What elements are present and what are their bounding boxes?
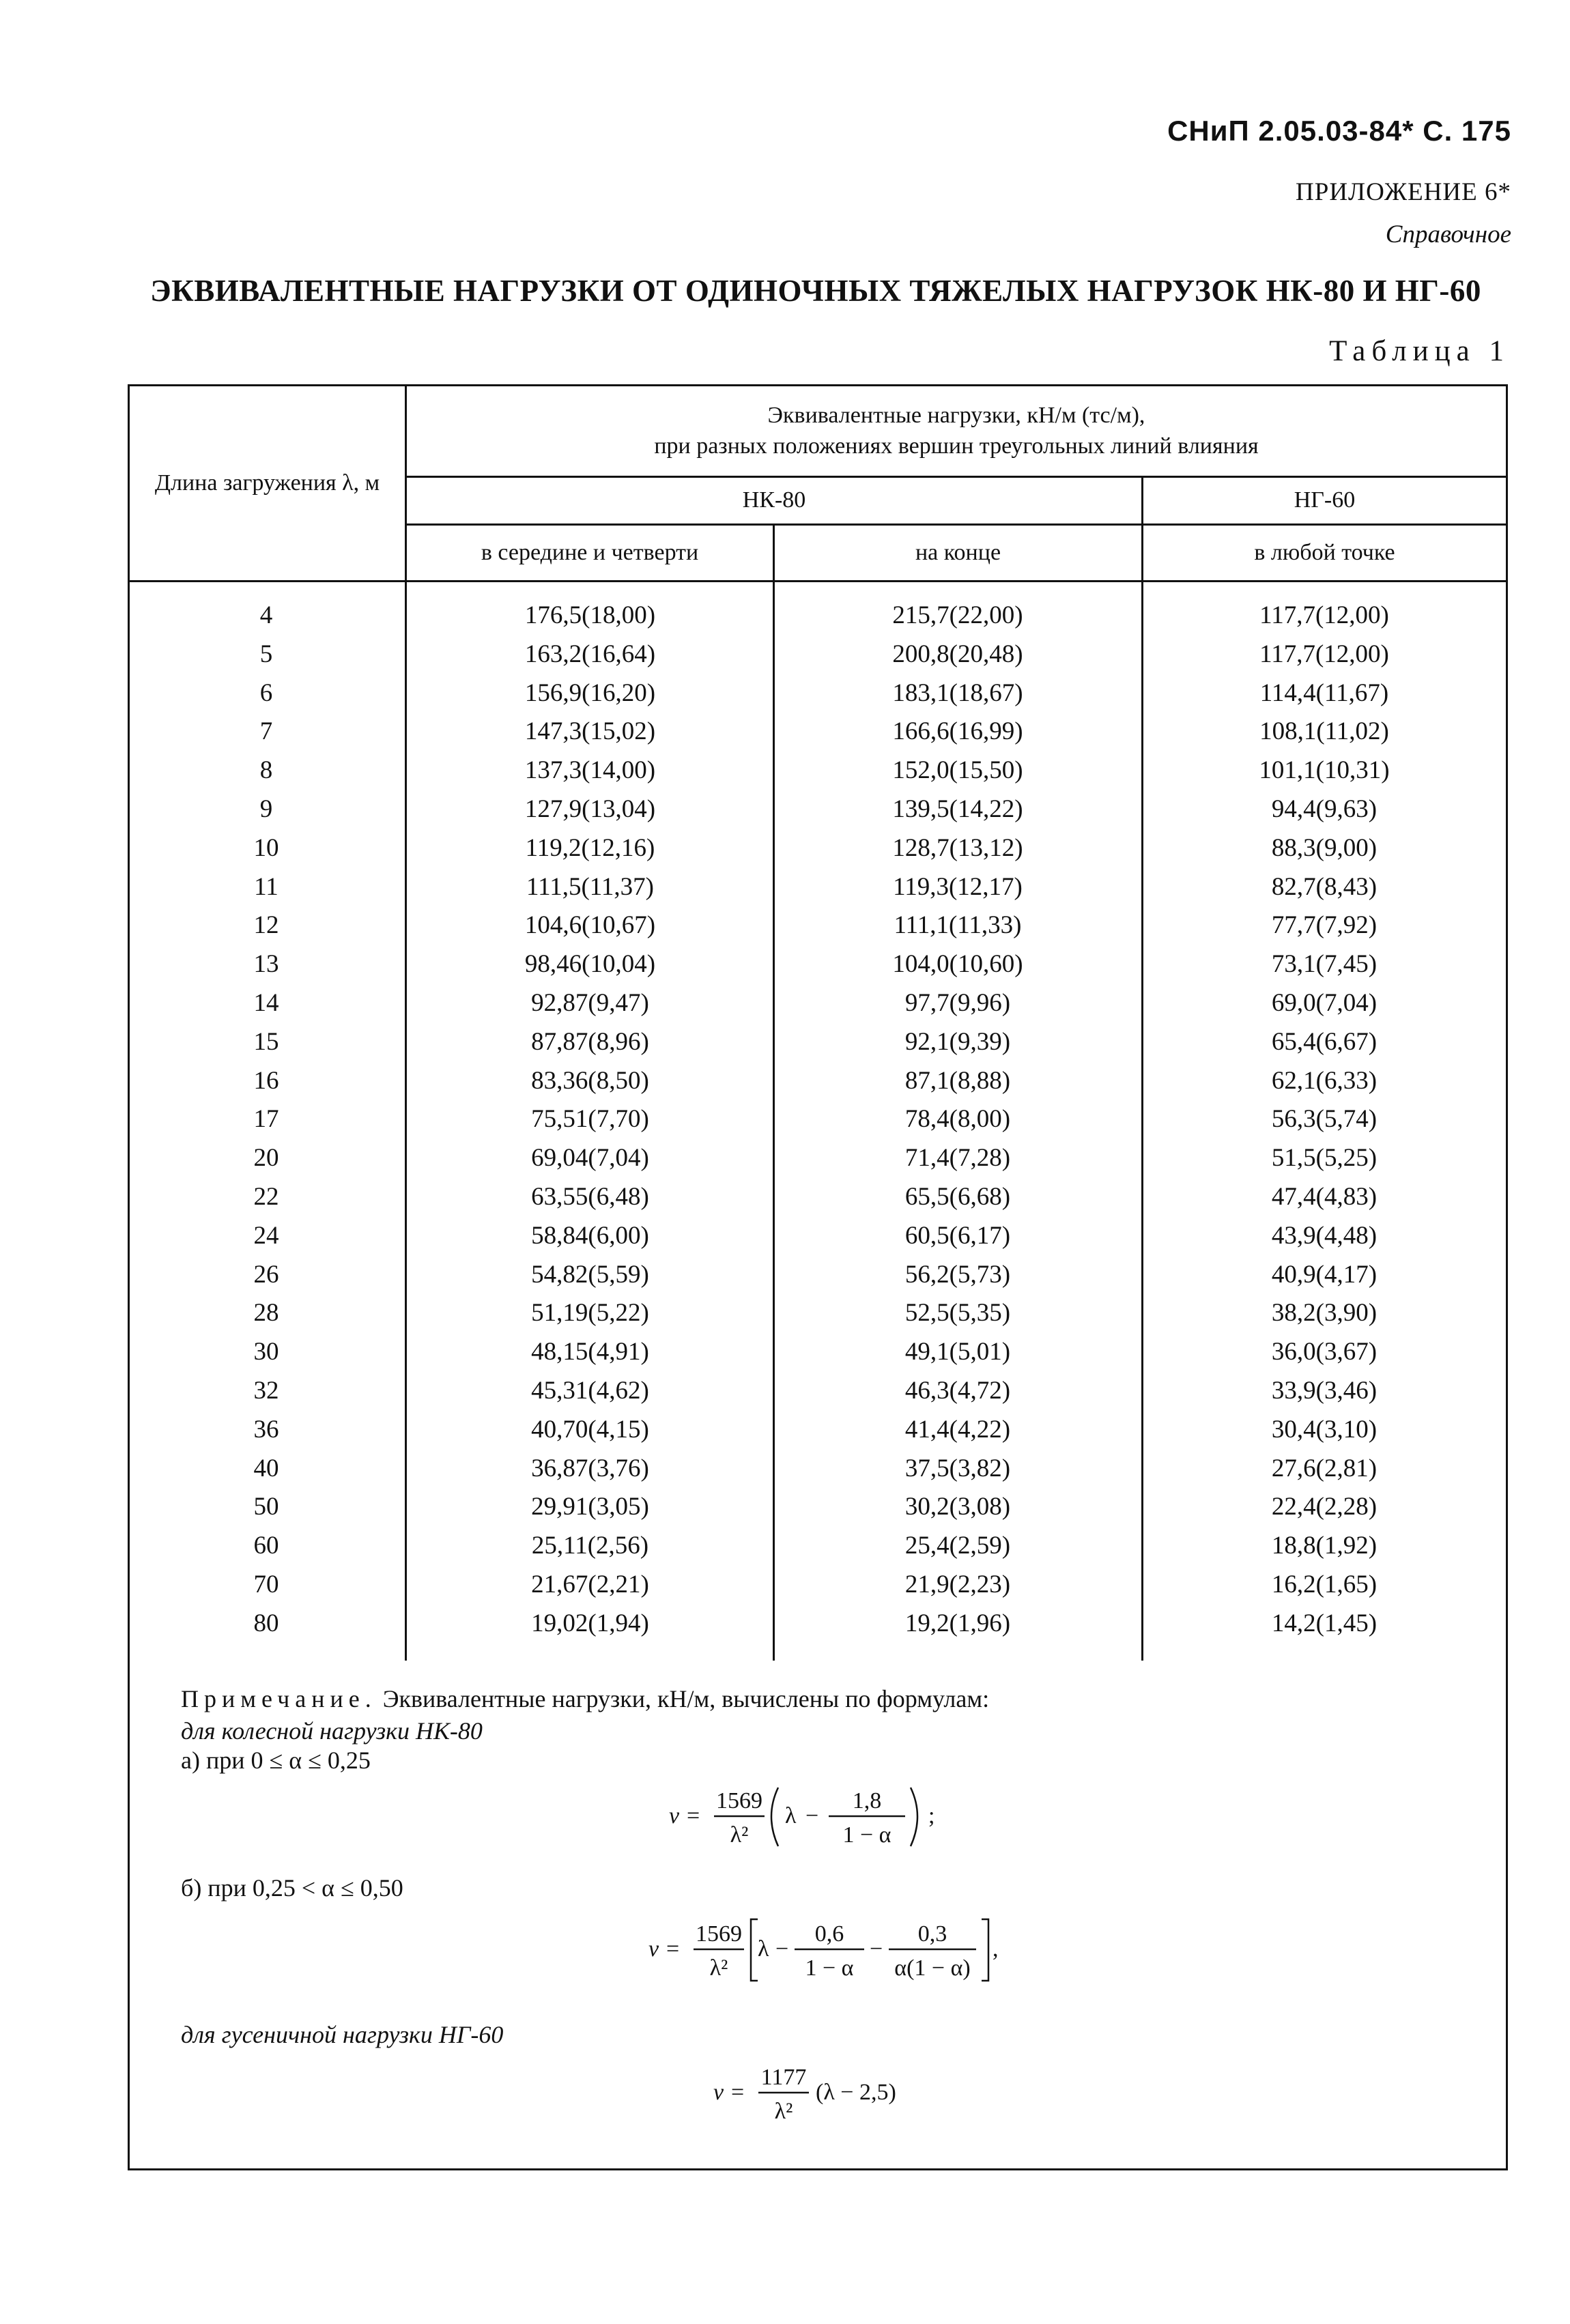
cell-ng60-any: 69,0(7,04) — [1271, 989, 1378, 1017]
cell-nk80-end: 60,5(6,17) — [904, 1221, 1011, 1250]
cell-nk80-middle: 92,87(9,47) — [531, 989, 649, 1017]
note-wheel-load: для колесной нагрузки НК-80 — [181, 1717, 483, 1745]
table-row — [130, 1371, 1506, 1409]
cell-length: 14 — [253, 989, 279, 1017]
cell-nk80-end: 152,0(15,50) — [892, 756, 1023, 785]
formula-comma: , — [993, 1936, 999, 1962]
cell-ng60-any: 43,9(4,48) — [1271, 1221, 1378, 1250]
cell-nk80-end: 65,5(6,68) — [904, 1183, 1011, 1211]
cell-length: 60 — [253, 1532, 279, 1560]
cell-nk80-middle: 87,87(8,96) — [531, 1027, 649, 1056]
formula-denominator: λ² — [709, 1955, 728, 1981]
table-row — [130, 1293, 1506, 1332]
appendix-label: ПРИЛОЖЕНИЕ 6* — [1296, 178, 1511, 206]
cell-length: 50 — [253, 1493, 279, 1521]
cell-length: 17 — [253, 1105, 279, 1134]
cell-nk80-end: 78,4(8,00) — [904, 1105, 1011, 1134]
cell-ng60-any: 65,4(6,67) — [1271, 1027, 1378, 1056]
cell-nk80-end: 37,5(3,82) — [904, 1454, 1011, 1482]
formula-coefficient: 1177 — [760, 2065, 807, 2090]
table-row — [130, 1138, 1506, 1177]
cell-nk80-end: 49,1(5,01) — [904, 1338, 1011, 1366]
col-header-nk80: НК-80 — [742, 487, 806, 513]
formula-equals: = — [731, 2080, 745, 2105]
cell-nk80-end: 166,6(16,99) — [892, 717, 1023, 746]
formula-minus: − — [775, 1936, 789, 1962]
cell-ng60-any: 101,1(10,31) — [1259, 756, 1390, 785]
cell-nk80-end: 87,1(8,88) — [904, 1066, 1011, 1095]
table-row — [130, 1061, 1506, 1100]
formula-minus: − — [870, 1936, 883, 1962]
cell-nk80-middle: 19,02(1,94) — [531, 1609, 649, 1637]
cell-length: 4 — [259, 601, 273, 629]
table-row — [130, 634, 1506, 673]
formula-lambda: λ — [785, 1803, 797, 1828]
cell-nk80-end: 21,9(2,23) — [904, 1570, 1011, 1598]
table-row — [130, 983, 1506, 1022]
note-case-b: б) при 0,25 < α ≤ 0,50 — [181, 1874, 403, 1902]
cell-length: 6 — [259, 678, 273, 707]
cell-ng60-any: 114,4(11,67) — [1259, 678, 1389, 707]
cell-length: 36 — [253, 1415, 279, 1444]
cell-ng60-any: 108,1(11,02) — [1259, 717, 1389, 746]
cell-length: 11 — [254, 872, 279, 901]
cell-nk80-end: 25,4(2,59) — [904, 1532, 1011, 1560]
cell-nk80-middle: 36,87(3,76) — [531, 1454, 649, 1482]
cell-nk80-end: 56,2(5,73) — [904, 1260, 1011, 1289]
cell-nk80-end: 41,4(4,22) — [904, 1415, 1011, 1444]
table-row — [130, 750, 1506, 789]
table-row — [130, 1525, 1506, 1564]
formula-equals: = — [666, 1936, 680, 1962]
col-subheader-any: в любой точке — [1254, 539, 1395, 565]
cell-nk80-middle: 98,46(10,04) — [524, 950, 656, 979]
cell-ng60-any: 82,7(8,43) — [1271, 872, 1378, 901]
cell-ng60-any: 88,3(9,00) — [1271, 833, 1378, 862]
cell-length: 28 — [253, 1299, 279, 1328]
cell-ng60-any: 51,5(5,25) — [1271, 1144, 1378, 1173]
cell-nk80-end: 52,5(5,35) — [904, 1299, 1011, 1328]
cell-nk80-end: 46,3(4,72) — [904, 1377, 1011, 1405]
col-header-length: Длина загружения λ, м — [154, 470, 380, 496]
cell-length: 30 — [253, 1338, 279, 1366]
cell-ng60-any: 40,9(4,17) — [1271, 1260, 1378, 1289]
formula-symbol: v — [669, 1803, 680, 1828]
table-row — [130, 867, 1506, 906]
table-row — [130, 789, 1506, 828]
cell-nk80-middle: 51,19(5,22) — [531, 1299, 649, 1328]
cell-nk80-end: 200,8(20,48) — [892, 640, 1023, 668]
table-row — [130, 905, 1506, 944]
cell-length: 5 — [259, 640, 273, 668]
header-bottom-line — [128, 580, 1508, 582]
cell-nk80-middle: 58,84(6,00) — [531, 1221, 649, 1250]
formula-numerator: 0,3 — [917, 1921, 947, 1947]
cell-length: 16 — [253, 1066, 279, 1095]
cell-nk80-end: 183,1(18,67) — [892, 678, 1023, 707]
cell-nk80-middle: 127,9(13,04) — [524, 795, 656, 823]
cell-length: 80 — [253, 1609, 279, 1637]
cell-ng60-any: 36,0(3,67) — [1271, 1338, 1378, 1366]
formula-numerator: 0,6 — [814, 1921, 844, 1947]
cell-nk80-end: 19,2(1,96) — [904, 1609, 1011, 1637]
cell-ng60-any: 14,2(1,45) — [1271, 1609, 1378, 1637]
page-title: ЭКВИВАЛЕНТНЫЕ НАГРУЗКИ ОТ ОДИНОЧНЫХ ТЯЖЕЛЫХ НАГРУЗОК НК-80 И НГ-60 — [150, 274, 1481, 308]
formula-symbol: v — [648, 1936, 659, 1962]
cell-nk80-end: 97,7(9,96) — [904, 989, 1011, 1017]
document-code: СНиП 2.05.03-84* С. 175 — [1167, 115, 1511, 147]
formula-lambda: λ — [758, 1936, 769, 1962]
cell-ng60-any: 27,6(2,81) — [1271, 1454, 1378, 1482]
cell-length: 22 — [253, 1183, 279, 1211]
formula-symbol: v — [713, 2080, 724, 2105]
note-case-a: а) при 0 ≤ α ≤ 0,25 — [181, 1747, 371, 1774]
cell-length: 7 — [259, 717, 273, 746]
cell-nk80-middle: 137,3(14,00) — [524, 756, 656, 785]
cell-nk80-end: 111,1(11,33) — [894, 911, 1022, 940]
cell-length: 9 — [259, 795, 273, 823]
formula-denominator: λ² — [774, 2099, 793, 2124]
cell-nk80-middle: 75,51(7,70) — [531, 1105, 649, 1134]
cell-ng60-any: 47,4(4,83) — [1271, 1183, 1378, 1211]
table-row — [130, 595, 1506, 634]
table-row — [130, 1409, 1506, 1448]
table-row — [130, 1216, 1506, 1254]
table-row — [130, 828, 1506, 867]
cell-length: 10 — [253, 833, 279, 862]
cell-ng60-any: 22,4(2,28) — [1271, 1493, 1378, 1521]
formula-a — [669, 1778, 956, 1853]
cell-length: 24 — [253, 1221, 279, 1250]
cell-ng60-any: 117,7(12,00) — [1259, 640, 1389, 668]
cell-ng60-any: 94,4(9,63) — [1271, 795, 1378, 823]
cell-nk80-end: 104,0(10,60) — [892, 950, 1023, 979]
table-row — [130, 1254, 1506, 1293]
col-subheader-middle: в середине и четверти — [481, 539, 699, 565]
cell-length: 70 — [253, 1570, 279, 1598]
formula-denominator: α(1 − α) — [894, 1955, 971, 1981]
note-text: Эквивалентные нагрузки, кН/м, вычислены по формулам: — [382, 1685, 990, 1712]
cell-ng60-any: 73,1(7,45) — [1271, 950, 1378, 979]
cell-nk80-middle: 40,70(4,15) — [531, 1415, 649, 1444]
note-label: Примечание. — [181, 1685, 377, 1712]
cell-length: 15 — [253, 1027, 279, 1056]
reference-label: Справочное — [1385, 220, 1511, 248]
table-row — [130, 1564, 1506, 1603]
cell-ng60-any: 33,9(3,46) — [1271, 1377, 1378, 1405]
cell-nk80-middle: 156,9(16,20) — [524, 678, 656, 707]
cell-nk80-middle: 83,36(8,50) — [531, 1066, 649, 1095]
cell-nk80-end: 71,4(7,28) — [904, 1144, 1011, 1173]
cell-nk80-middle: 69,04(7,04) — [531, 1144, 649, 1173]
formula-tail: (λ − 2,5) — [816, 2080, 896, 2105]
cell-nk80-middle: 25,11(2,56) — [531, 1532, 649, 1560]
col-header-ng60: НГ-60 — [1294, 487, 1356, 513]
cell-ng60-any: 38,2(3,90) — [1271, 1299, 1378, 1328]
cell-length: 20 — [253, 1144, 279, 1173]
formula-numerator: 1,8 — [852, 1788, 882, 1813]
cell-nk80-middle: 48,15(4,91) — [531, 1338, 649, 1366]
cell-length: 26 — [253, 1260, 279, 1289]
formula-coefficient: 1569 — [716, 1788, 762, 1813]
table-label: Таблица 1 — [1329, 335, 1510, 367]
cell-nk80-end: 30,2(3,08) — [904, 1493, 1011, 1521]
cell-nk80-middle: 163,2(16,64) — [524, 640, 656, 668]
cell-length: 8 — [259, 756, 273, 785]
formula-minus: − — [805, 1803, 819, 1828]
formula-denominator: 1 − α — [805, 1955, 854, 1981]
cell-ng60-any: 62,1(6,33) — [1271, 1066, 1378, 1095]
cell-nk80-middle: 29,91(3,05) — [531, 1493, 649, 1521]
cell-ng60-any: 117,7(12,00) — [1259, 601, 1389, 629]
formula-semicolon: ; — [928, 1803, 935, 1828]
cell-nk80-middle: 119,2(12,16) — [525, 833, 655, 862]
cell-nk80-end: 215,7(22,00) — [892, 601, 1023, 629]
cell-nk80-end: 139,5(14,22) — [892, 795, 1023, 823]
cell-nk80-middle: 45,31(4,62) — [531, 1377, 649, 1405]
cell-ng60-any: 16,2(1,65) — [1271, 1570, 1378, 1598]
note-line — [181, 1684, 989, 1713]
cell-length: 32 — [253, 1377, 279, 1405]
table-row — [130, 673, 1506, 712]
cell-length: 12 — [253, 911, 279, 940]
table-row — [130, 711, 1506, 750]
cell-nk80-end: 119,3(12,17) — [893, 872, 1023, 901]
table-row — [130, 1448, 1506, 1487]
table-row — [130, 1177, 1506, 1216]
cell-length: 13 — [253, 950, 279, 979]
formula-denominator: 1 − α — [842, 1822, 891, 1848]
formula-c — [713, 2054, 918, 2129]
cell-ng60-any: 30,4(3,10) — [1271, 1415, 1378, 1444]
table-row — [130, 1487, 1506, 1525]
cell-nk80-middle: 63,55(6,48) — [531, 1183, 649, 1211]
cell-nk80-middle: 54,82(5,59) — [531, 1260, 649, 1289]
note-track-load: для гусеничной нагрузки НГ-60 — [181, 2021, 504, 2048]
table-row — [130, 1099, 1506, 1138]
table-row — [130, 1332, 1506, 1371]
cell-ng60-any: 18,8(1,92) — [1271, 1532, 1378, 1560]
col-subheader-end: на конце — [915, 539, 1001, 565]
cell-ng60-any: 77,7(7,92) — [1271, 911, 1378, 940]
cell-nk80-end: 128,7(13,12) — [892, 833, 1023, 862]
cell-length: 40 — [253, 1454, 279, 1482]
cell-ng60-any: 56,3(5,74) — [1271, 1105, 1378, 1134]
cell-nk80-middle: 147,3(15,02) — [524, 717, 656, 746]
cell-nk80-middle: 176,5(18,00) — [524, 601, 656, 629]
formula-coefficient: 1569 — [696, 1921, 742, 1947]
table-row — [130, 944, 1506, 983]
cell-nk80-middle: 111,5(11,37) — [526, 872, 655, 901]
table-row — [130, 1603, 1506, 1642]
formula-equals: = — [687, 1803, 700, 1828]
col-header-group: Эквивалентные нагрузки, кН/м (тс/м), при разных положениях вершин треугольных линий влияния — [654, 403, 1259, 459]
formula-denominator: λ² — [730, 1822, 749, 1848]
table-row — [130, 1022, 1506, 1061]
formula-b — [648, 1911, 1003, 1990]
cell-nk80-end: 92,1(9,39) — [904, 1027, 1011, 1056]
cell-nk80-middle: 21,67(2,21) — [531, 1570, 649, 1598]
cell-nk80-middle: 104,6(10,67) — [524, 911, 656, 940]
